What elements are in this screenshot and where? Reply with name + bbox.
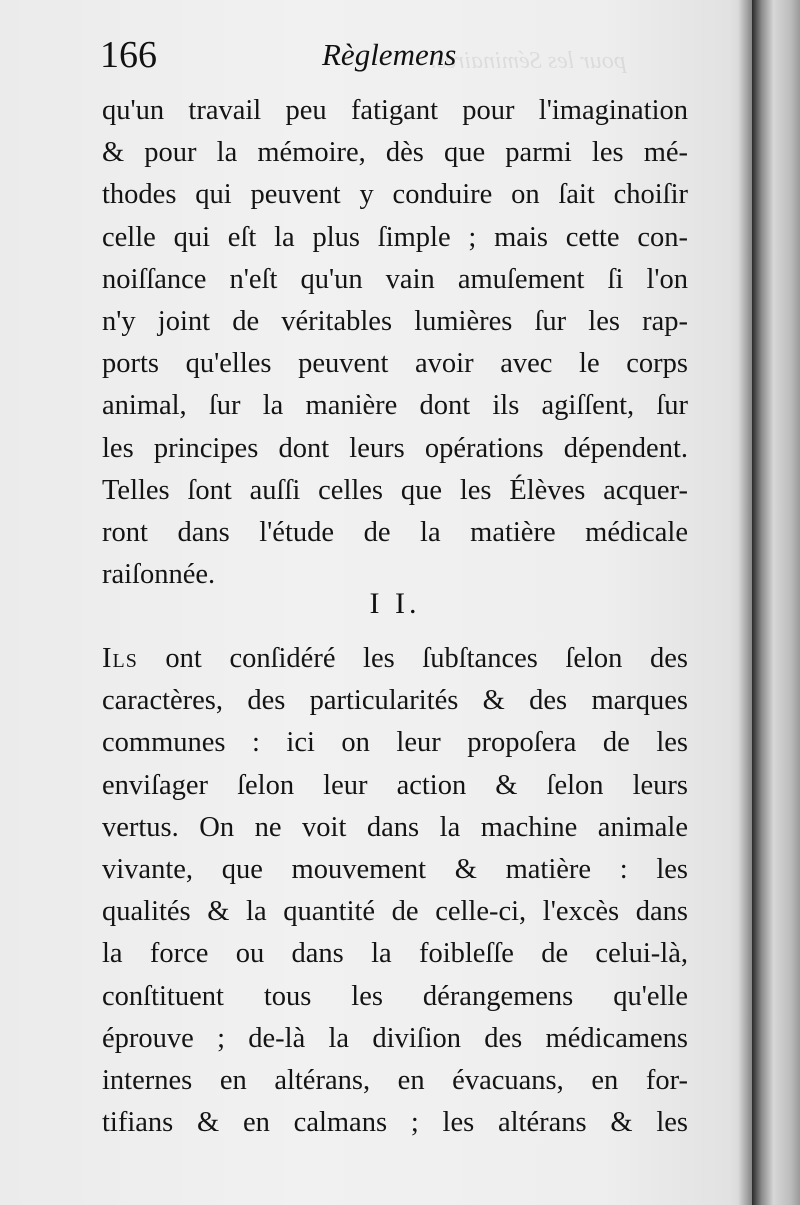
text-line: internes en altérans, en évacuans, en for- bbox=[102, 1064, 688, 1096]
text-line: vertus. On ne voit dans la machine animale bbox=[102, 811, 688, 843]
next-page-edge bbox=[752, 0, 800, 1205]
text-line: enviſager ſelon leur action & ſelon leurs bbox=[102, 769, 688, 801]
text-line: qualités & la quantité de celle-ci, l'excès dans bbox=[102, 896, 688, 928]
first-line-text: ont conſidéré les ſubſtances ſelon des bbox=[137, 643, 688, 674]
text-line: communes : ici on leur propoſera de les bbox=[102, 727, 688, 759]
text-line: ront dans l'étude de la matière médicale bbox=[102, 516, 688, 548]
text-line: ports qu'elles peuvent avoir avec le corps bbox=[102, 348, 688, 380]
paragraph-2-first-line bbox=[102, 638, 688, 680]
text-line: les principes dont leurs opérations dépendent. bbox=[102, 432, 688, 464]
text-line: Telles ſont auſſi celles que les Élèves acquer- bbox=[102, 474, 688, 506]
text-line: celle qui eſt la plus ſimple ; mais cette con- bbox=[102, 221, 688, 253]
opening-word: Ils bbox=[102, 643, 138, 674]
text-line: tifians & en calmans ; les altérans & les bbox=[102, 1107, 688, 1139]
text-line: caractères, des particularités & des marques bbox=[102, 685, 688, 717]
text-line: n'y joint de véritables lumières ſur les rap- bbox=[102, 305, 688, 337]
text-line: animal, ſur la manière dont ils agiſſent, ſur bbox=[102, 390, 688, 422]
text-line: & pour la mémoire, dès que parmi les mé- bbox=[102, 137, 688, 169]
paragraph-2 bbox=[102, 638, 688, 1144]
text-line: noiſſance n'eſt qu'un vain amuſement ſi l'on bbox=[102, 263, 688, 295]
text-line: vivante, que mouvement & matière : les bbox=[102, 853, 688, 885]
text-line: qu'un travail peu fatigant pour l'imagination bbox=[102, 95, 688, 126]
text-line: éprouve ; de-là la diviſion des médicamens bbox=[102, 1022, 688, 1054]
text-line: la force ou dans la foibleſſe de celui-là, bbox=[102, 938, 688, 970]
show-through-text: pour les Séminaires. bbox=[430, 48, 626, 74]
text-line: raiſonnée. bbox=[102, 559, 216, 591]
page-number: 166 bbox=[100, 34, 157, 76]
page-header bbox=[100, 30, 700, 80]
gutter-shadow bbox=[738, 0, 752, 1205]
text-line: thodes qui peuvent y conduire on ſait choiſir bbox=[102, 179, 688, 211]
paragraph-1 bbox=[102, 90, 688, 596]
section-numeral: I I. bbox=[369, 587, 421, 620]
text-line: conſtituent tous les dérangemens qu'elle bbox=[102, 980, 688, 1012]
running-title: Règlemens bbox=[322, 37, 457, 72]
